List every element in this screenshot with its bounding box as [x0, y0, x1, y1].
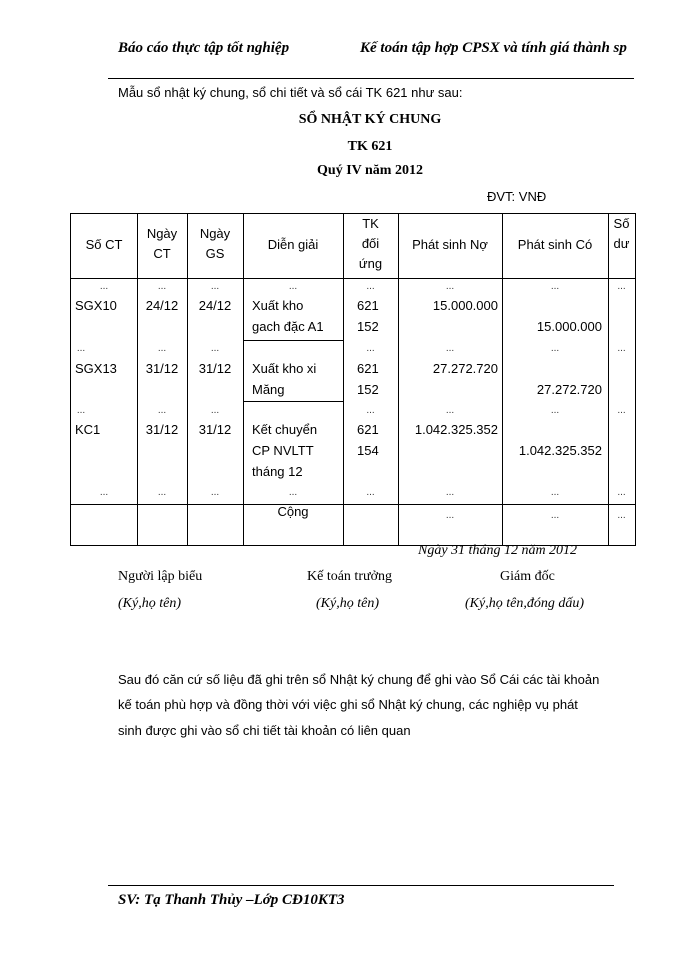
row2-dien-giai-1: Xuất kho xi — [252, 361, 317, 376]
ellipsis: ... — [76, 343, 86, 354]
footer-rule — [108, 885, 614, 886]
header-ngay-gs-1: Ngày — [199, 226, 231, 241]
ellipsis: ... — [617, 405, 626, 416]
ellipsis: ... — [210, 405, 220, 416]
header-so-du-2: dư — [613, 236, 630, 251]
header-phat-sinh-no: Phát sinh Nợ — [412, 237, 488, 252]
header-phat-sinh-co: Phát sinh Có — [517, 237, 593, 252]
row1-ngay-gs: 24/12 — [198, 298, 232, 313]
signature-role-director: Giám đốc — [500, 569, 555, 584]
ellipsis: ... — [550, 487, 560, 498]
header-rule — [108, 78, 634, 79]
header-ngay-ct-1: Ngày — [146, 226, 178, 241]
ellipsis: ... — [445, 343, 455, 354]
row2-tk-co: 152 — [357, 382, 379, 397]
header-dien-giai: Diễn giải — [267, 237, 319, 252]
row2-ngay-gs: 31/12 — [198, 361, 232, 376]
header-so-ct: Số CT — [85, 237, 123, 252]
signature-note-preparer: (Ký,họ tên) — [118, 596, 181, 611]
intro-text: Mẫu sổ nhật ký chung, sổ chi tiết và sổ cái TK 621 như sau: — [118, 85, 463, 100]
ellipsis: ... — [445, 281, 455, 292]
footer-student: SV: Tạ Thanh Thủy –Lớp CĐ10KT3 — [118, 892, 345, 908]
ellipsis: ... — [99, 281, 109, 292]
total-du-ellipsis: ... — [617, 510, 626, 521]
header-right: Kế toán tập hợp CPSX và tính giá thành sp — [360, 40, 627, 56]
ellipsis: ... — [157, 487, 167, 498]
signature-note-director: (Ký,họ tên,đóng dấu) — [465, 596, 584, 611]
row3-phat-sinh-no: 1.042.325.352 — [414, 422, 498, 437]
ellipsis: ... — [288, 281, 298, 292]
row3-dien-giai-3: tháng 12 — [252, 464, 303, 479]
ellipsis: ... — [550, 281, 560, 292]
row1-tk-co: 152 — [357, 319, 379, 334]
journal-table — [70, 213, 636, 546]
row2-dien-giai-2: Măng — [252, 382, 285, 397]
row3-tk-co: 154 — [357, 443, 379, 458]
header-ngay-gs-2: GS — [205, 246, 225, 261]
row2-tk-no: 621 — [357, 361, 379, 376]
row2-phat-sinh-co: 27.272.720 — [536, 382, 602, 397]
ellipsis: ... — [157, 343, 167, 354]
row3-tk-no: 621 — [357, 422, 379, 437]
journal-title: SỔ NHẬT KÝ CHUNG — [298, 112, 442, 127]
currency-unit: ĐVT: VNĐ — [487, 189, 547, 204]
row1-phat-sinh-no: 15.000.000 — [432, 298, 498, 313]
row1-dien-giai-2: gach đặc A1 — [252, 319, 324, 334]
ellipsis: ... — [210, 281, 220, 292]
paragraph-line-1: Sau đó căn cứ số liệu đã ghi trên sổ Nhật ký chung để ghi vào Sổ Cái các tài khoản — [118, 672, 600, 687]
ellipsis: ... — [157, 281, 167, 292]
header-left: Báo cáo thực tập tốt nghiệp — [118, 40, 290, 56]
paragraph-line-2: kế toán phù hợp và đồng thời với việc ghi sổ Nhật ký chung, các nghiệp vụ phát — [118, 697, 578, 712]
signature-role-preparer: Người lập biểu — [118, 569, 203, 584]
signature-role-chief-accountant: Kế toán trưởng — [307, 569, 392, 584]
row1-tk-no: 621 — [357, 298, 379, 313]
signature-note-chief-accountant: (Ký,họ tên) — [316, 596, 379, 611]
ellipsis: ... — [366, 487, 375, 498]
ellipsis: ... — [210, 487, 220, 498]
ellipsis: ... — [366, 281, 375, 292]
ellipsis: ... — [617, 343, 626, 354]
header-so-du-1: Số — [613, 216, 630, 231]
ellipsis: ... — [76, 405, 86, 416]
ellipsis: ... — [288, 487, 298, 498]
row1-so-ct: SGX10 — [75, 298, 117, 313]
ellipsis: ... — [550, 343, 560, 354]
header-tk-3: ứng — [358, 256, 383, 271]
header-tk-2: đối — [361, 236, 380, 251]
header-tk-1: TK — [362, 216, 379, 231]
ellipsis: ... — [617, 487, 626, 498]
ellipsis: ... — [445, 405, 455, 416]
ellipsis: ... — [210, 343, 220, 354]
row3-ngay-ct: 31/12 — [145, 422, 179, 437]
ellipsis: ... — [157, 405, 167, 416]
total-no-ellipsis: ... — [445, 510, 455, 521]
row3-so-ct: KC1 — [75, 422, 101, 437]
total-label: Cộng — [277, 504, 309, 519]
ellipsis: ... — [550, 405, 560, 416]
row3-phat-sinh-co: 1.042.325.352 — [518, 443, 602, 458]
ellipsis: ... — [366, 343, 375, 354]
period-title: Quý IV năm 2012 — [317, 163, 423, 178]
row2-so-ct: SGX13 — [75, 361, 117, 376]
row1-phat-sinh-co: 15.000.000 — [536, 319, 602, 334]
account-title: TK 621 — [347, 139, 393, 154]
header-ngay-ct-2: CT — [153, 246, 171, 261]
row3-dien-giai-1: Kết chuyển — [252, 422, 318, 437]
row3-dien-giai-2: CP NVLTT — [252, 443, 314, 458]
row2-ngay-ct: 31/12 — [145, 361, 179, 376]
paragraph-line-3: sinh được ghi vào sổ chi tiết tài khoản có liên quan — [118, 723, 411, 738]
row3-ngay-gs: 31/12 — [198, 422, 232, 437]
ellipsis: ... — [99, 487, 109, 498]
row1-ngay-ct: 24/12 — [145, 298, 179, 313]
row2-phat-sinh-no: 27.272.720 — [432, 361, 498, 376]
ellipsis: ... — [366, 405, 375, 416]
date-line: Ngày 31 tháng 12 năm 2012 — [418, 543, 578, 558]
total-co-ellipsis: ... — [550, 510, 560, 521]
ellipsis: ... — [445, 487, 455, 498]
row1-dien-giai-1: Xuất kho — [252, 298, 304, 313]
ellipsis: ... — [617, 281, 626, 292]
